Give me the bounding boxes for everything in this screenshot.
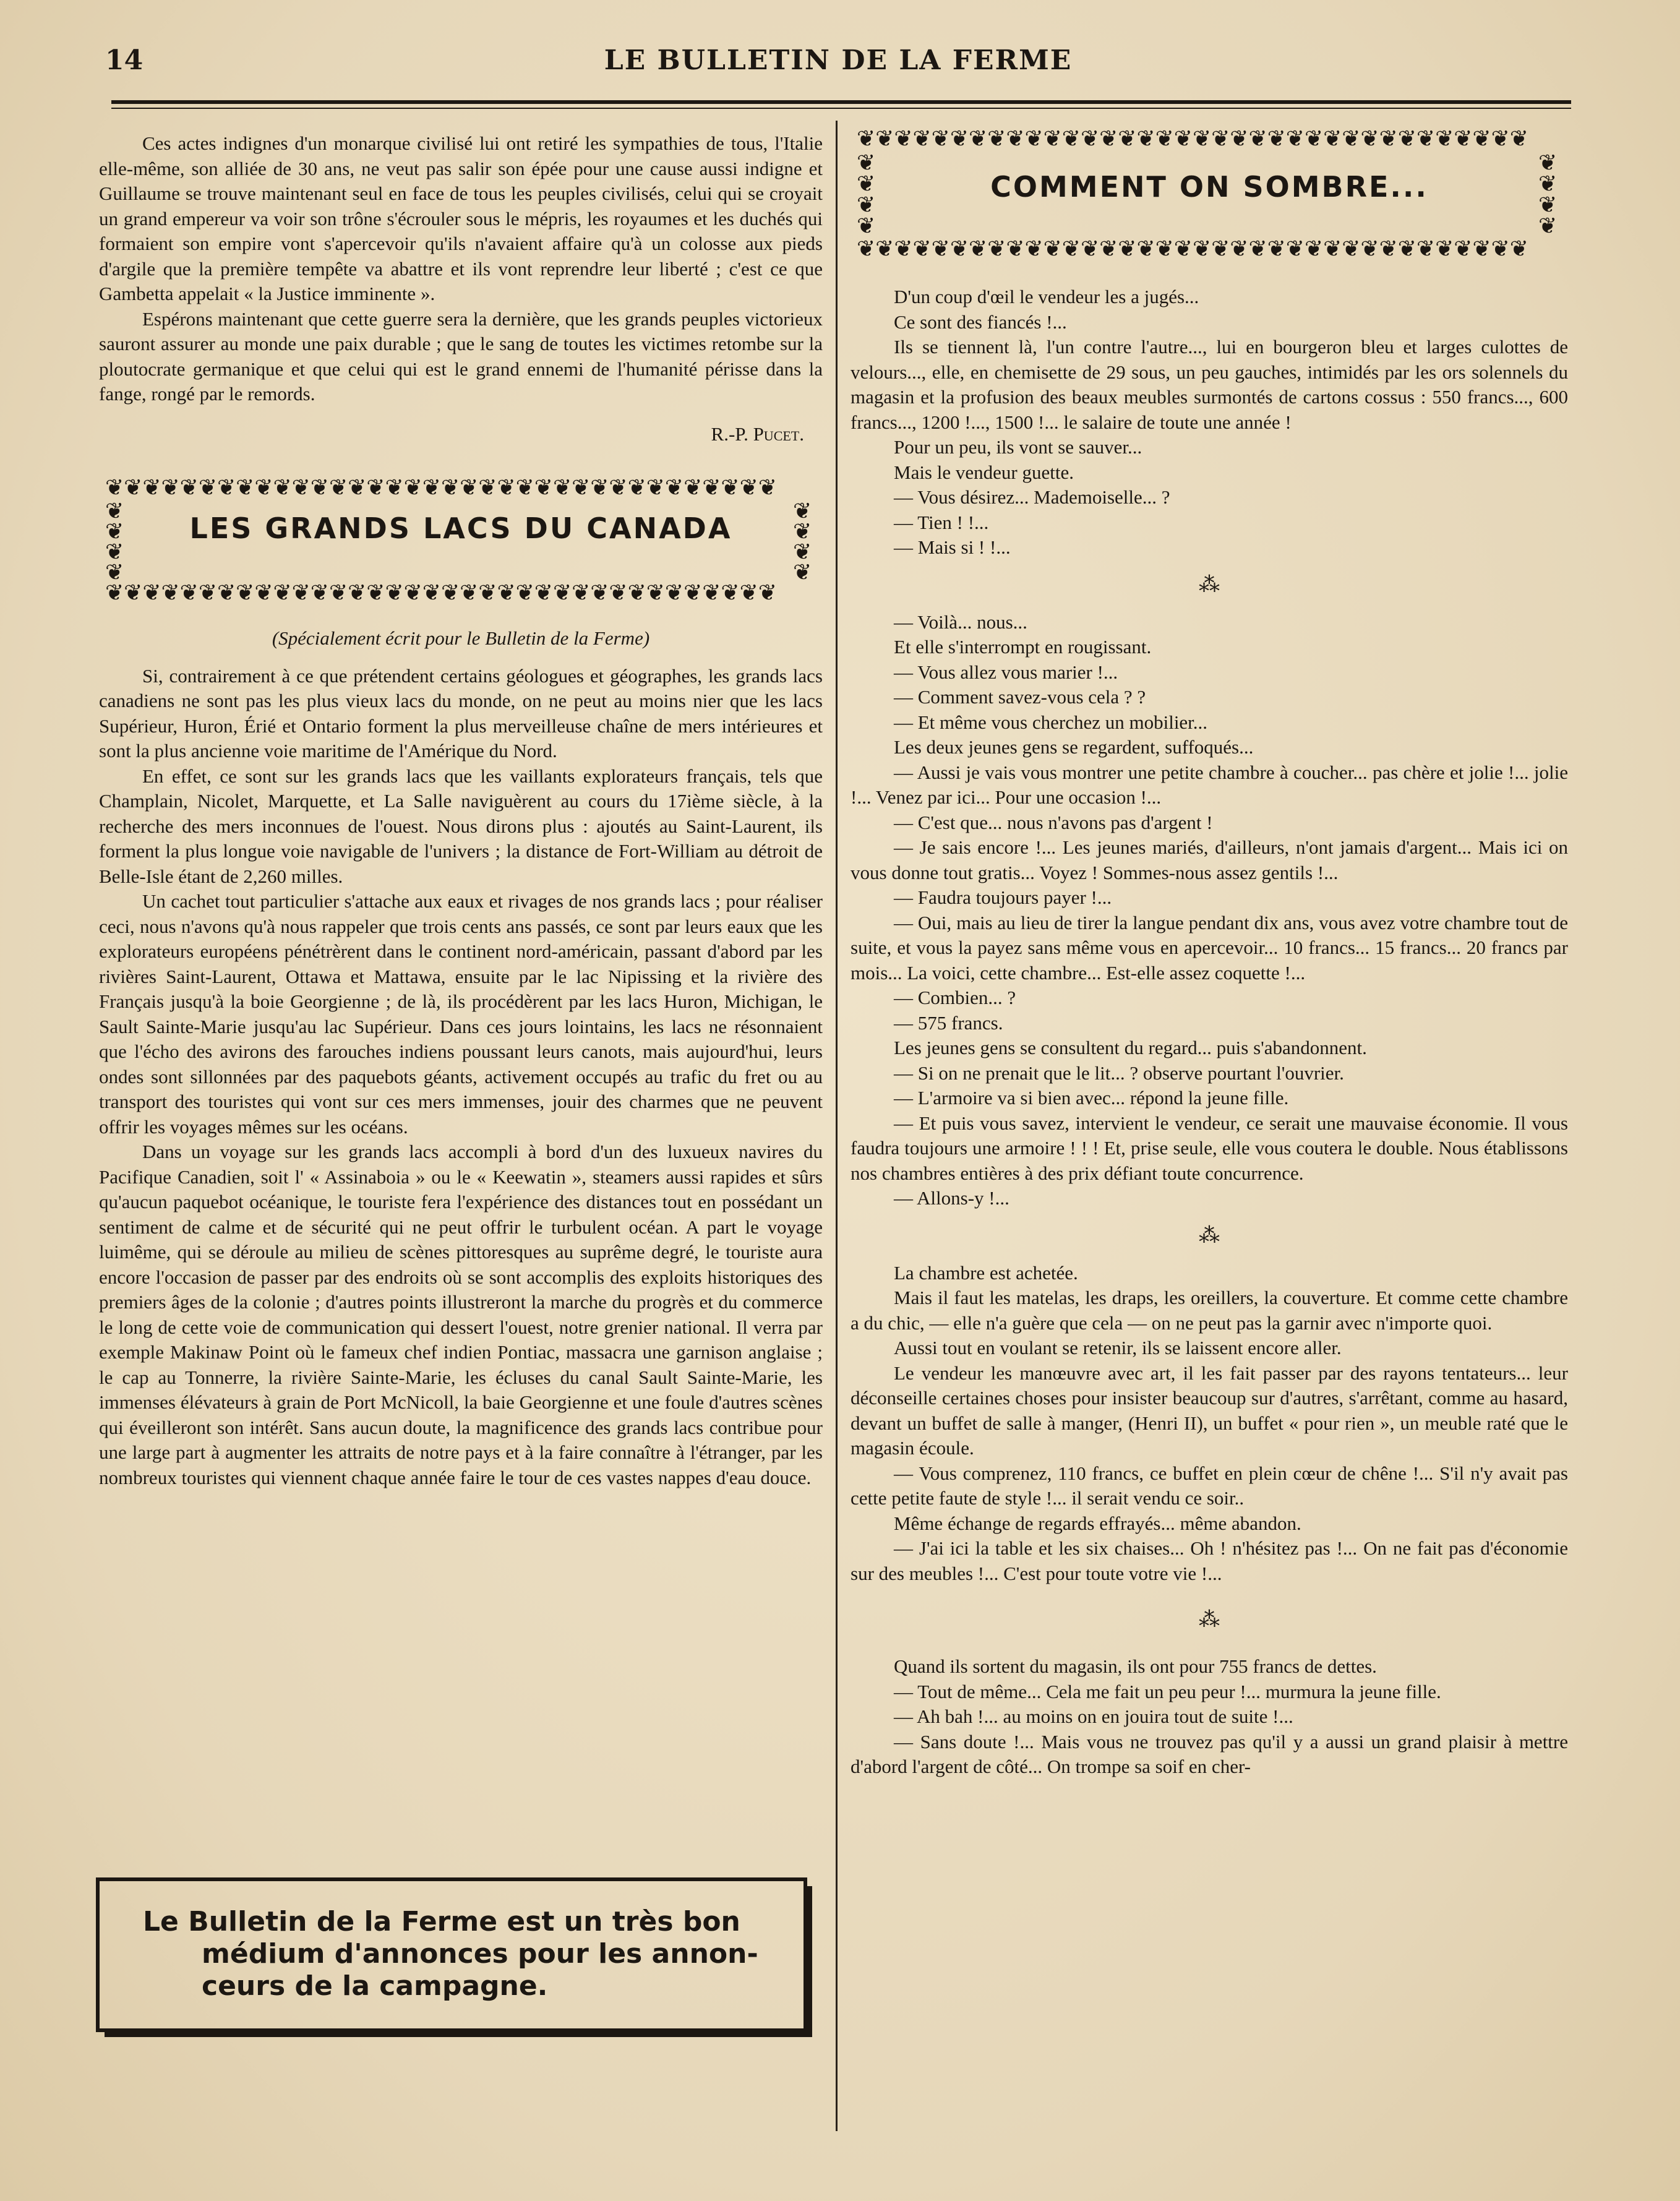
paragraph: La chambre est achetée. [894,1261,1078,1284]
paragraph: Quand ils sortent du magasin, ils ont pour 755 francs de dettes. [894,1655,1377,1677]
fleur-border-bottom: ❦❦❦❦❦❦❦❦❦❦❦❦❦❦❦❦❦❦❦❦❦❦❦❦❦❦❦❦❦❦❦❦❦❦❦❦ [105,581,777,604]
paragraph: Espérons maintenant que cette guerre sera la dernière, que les grands peuples victorieux sauront assurer au monde une paix durable ; que le sang de toutes les victimes retombe sur la ploutocrate germanique et que celui qui est le grand ennemi de l'humanité périsse dans la fange, rongé par le remords. [99,307,823,405]
paragraph: — Combien... ? [894,987,1016,1008]
header-rule-thin [111,108,1571,109]
fleur-border-top: ❦❦❦❦❦❦❦❦❦❦❦❦❦❦❦❦❦❦❦❦❦❦❦❦❦❦❦❦❦❦❦❦❦❦❦❦ [105,476,777,499]
journal-title: LE BULLETIN DE LA FERME [604,45,1073,76]
story-section-2 [851,610,1568,1211]
paragraph: — Et puis vous savez, intervient le vendeur, ce serait une mauvaise économie. Il vous faudra toujours une armoire ! ! ! Et, prise seule, elle vous coutera le double. Nous établissons nos chambres entières à des prix défiant toute concurrence. [851,1112,1568,1184]
author-signature: R.-P. Pucet. [711,423,804,445]
asterism-1: ⁂ [1199,573,1220,596]
article-title-comment-on-sombre: COMMENT ON SOMBRE... [990,170,1428,204]
advertisement-line-3: ceurs de la campagne. [202,1970,548,2002]
paragraph: Mais le vendeur guette. [894,461,1074,483]
paragraph: Les jeunes gens se consultent du regard... puis s'abandonnent. [894,1037,1367,1058]
paragraph: Ces actes indignes d'un monarque civilisé lui ont retiré les sympathies de tous, l'Italie elle-même, son alliée de 30 ans, ne veut pas salir son épée pour une cause aussi indigne et Guillaume se trouve maintenant seul en face de tous les peuples civilisés, celui qui se croyait un grand empereur va voir son trône s'écrouler sous le mépris, les royaumes et les duchés qui formaient son empire vont s'apercevoir qu'ils n'avaient affaire qu'à un colosse aux pieds d'argile que la première tempête va abattre et ils vont reprendre leur liberté ; c'est ce que Gambetta appelait « la Justice imminente ». [99,132,823,304]
paragraph: En effet, ce sont sur les grands lacs que les vaillants explorateurs français, tels que Champlain, Nicolet, Marquette, et La Salle naviguèrent au cours du 17ième siècle, à la recherche des mers inconnues de l'ouest. Nous dirons plus : ajoutés au Saint-Laurent, ils forment la plus longue voie navigable de l'univers ; la distance de Fort-William au détroit de Belle-Isle étant de 2,260 milles. [99,765,823,887]
paragraph: — Aussi je vais vous montrer une petite chambre à coucher... pas chère et jolie !... jolie !... Venez par ici... Pour une occasion !... [851,761,1568,808]
paragraph: — Si on ne prenait que le lit... ? observe pourtant l'ouvrier. [894,1062,1344,1084]
advertisement-line-1: Le Bulletin de la Ferme est un très bon [143,1906,740,1937]
paragraph: Aussi tout en voulant se retenir, ils se laissent encore aller. [894,1337,1342,1358]
paragraph: — Ah bah !... au moins on en jouira tout de suite !... [894,1705,1293,1727]
advertisement-text [143,1906,761,2002]
paragraph: — Faudra toujours payer !... [894,886,1112,908]
paragraph: Le vendeur les manœuvre avec art, il les fait passer par des rayons tentateurs... leur déconseille certaines choses pour insister beaucoup sur d'autres, s'arrêtant, comme au hasard, devant un buffet de salle à manger, (Henri II), un buffet « pour rien », un meuble raté que le magasin écoule. [851,1362,1568,1459]
paragraph: — C'est que... nous n'avons pas d'argent ! [894,811,1213,833]
paragraph: Pour un peu, ils vont se sauver... [894,436,1142,458]
paragraph: — Tout de même... Cela me fait un peu peur !... murmura la jeune fille. [894,1680,1441,1702]
story-section-1 [851,285,1568,560]
paragraph: Si, contrairement à ce que prétendent certains géologues et géographes, les grands lacs canadiens ne sont pas les plus vieux lacs du monde, on ne peut au moins nier que les lacs Supérieur, Huron, Érié et Ontario forment la plus merveilleuse chaîne de mers intérieures et sont la plus ancienne voie maritime de l'Amérique du Nord. [99,664,823,762]
article-body-grands-lacs [99,664,823,1491]
paragraph: Mais il faut les matelas, les draps, les oreillers, la couverture. Et comme cette chambre a du chic, — elle n'a guère que cela — on ne peut pas la garnir avec n'importe quoi. [851,1287,1568,1334]
paragraph: — Voilà... nous... [894,611,1027,633]
left-column [99,131,823,1490]
paragraph: — Tien ! !... [894,511,989,533]
page-header [105,38,1571,88]
intro-text [99,131,823,407]
paragraph: — Vous allez vous marier !... [894,661,1118,683]
paragraph: Et elle s'interrompt en rougissant. [894,636,1152,658]
fleur-border-right: ❦ ❦ ❦ ❦ [1538,152,1558,236]
advertisement-line-2: médium d'annonces pour les annon- [202,1938,758,1970]
paragraph: — Allons-y !... [894,1187,1009,1209]
paragraph: — Vous désirez... Mademoiselle... ? [894,486,1170,508]
paragraph: — Sans doute !... Mais vous ne trouvez pas qu'il y a aussi un grand plaisir à mettre d'abord l'argent de côté... On trompe sa soif en cher- [851,1730,1568,1777]
paragraph: Un cachet tout particulier s'attache aux eaux et rivages de nos grands lacs ; pour réaliser ceci, nous n'avons qu'à nous rappeler que trois cents ans passés, ce sont par leurs eaux que les explorateurs européens pénétrèrent dans le continent nord-américain, passant d'abord par les rivières Saint-Laurent, Ottawa et Mattawa, ensuite par le lac Nipissing et la rivière des Français jusqu'à la boie Georgienne ; de là, ils procédèrent par les lacs Huron, Michigan, le Sault Sainte-Marie jusqu'au lac Supérieur. Dans ces jours lointains, les lacs ne résonnaient que l'écho des avirons des farouches indiens poussant leurs canots, mais aujourd'hui, leurs ondes sont sillonnées par des paquebots géants, activement occupés au trafic du fret ou au transport des touristes qui vont sur ces mers immenses, jouir des charmes que ne peuvent offrir les voyages mêmes sur les océans. [99,890,823,1138]
article-subtitle: (Spécialement écrit pour le Bulletin de la Ferme) [272,627,650,649]
paragraph: — L'armoire va si bien avec... répond la jeune fille. [894,1087,1289,1109]
paragraph: Ils se tiennent là, l'un contre l'autre..., lui en bourgeron bleu et larges culottes de velours..., elle, en chemisette de 29 sous, un peu gauches, intimidés par les ors solennels du magasin et la profusion des beaux meubles surmontés de cartons cossus : 550 francs..., 600 francs..., 1200 !..., 1500 !... le salaire de toute une année ! [851,336,1568,433]
fleur-border-left: ❦ ❦ ❦ ❦ [857,152,876,236]
paragraph: — 575 francs. [894,1011,1003,1034]
fleur-border-bottom: ❦❦❦❦❦❦❦❦❦❦❦❦❦❦❦❦❦❦❦❦❦❦❦❦❦❦❦❦❦❦❦❦❦❦❦❦ [857,238,1528,260]
asterism-2: ⁂ [1199,1224,1220,1247]
paragraph: — Mais si ! !... [894,536,1011,558]
paragraph: — Oui, mais au lieu de tirer la langue pendant dix ans, vous avez votre chambre tout de suite, et vous la payez sans même vous en apercevoir... 10 francs... 15 francs... 20 francs par mois... La voici, cette chambre... Est-elle assez coquette !... [851,911,1568,984]
right-column [851,127,1568,1780]
article-title-grands-lacs: LES GRANDS LACS DU CANADA [189,512,732,545]
paragraph: Ce sont des fiancés !... [894,311,1067,333]
title-frame-comment-on-sombre [851,127,1568,270]
paragraph: Dans un voyage sur les grands lacs accompli à bord d'un des luxueux navires du Pacifique Canadien, soit l' « Assinaboia » ou le « Keewatin », steamers aussi rapides et sûrs qu'aucun paquebot océanique, le touriste fera l'expérience des distances tout en possédant un sentiment de calme et de sécurité qui ne peut offrir le turbulent océan. A part le voyage luimême, qui se déroule au milieu de scènes pittoresques au suprême degré, le touriste aura encore l'occasion de passer par des endroits où se sont accomplis des exploits historiques des premiers âges de la colonie ; d'autres points illustreront la marche du progrès et du commerce le long de cette voie de communication qui dessert l'ouest, notre grenier national. Il verra par exemple Makinaw Point où le fameux chef indien Pontiac, massacra une garnison anglaise ; le cap au Tonnerre, la rivière Sainte-Marie, les écluses du canal Sault Sainte-Marie, les immenses élévateurs à grain de Port McNicoll, la baie Georgienne et une foule d'autres scènes qui éveilleront son intérêt. Sans aucun doute, la magnificence des grands lacs contribue pour une large part à augmenter les attraits de notre pays et à la faire connaître à l'étranger, par les nombreux touristes qui viennent chaque année faire le tour de ces vastes nappes d'eau douce. [99,1141,823,1488]
paragraph: — Comment savez-vous cela ? ? [894,686,1146,708]
paragraph: — J'ai ici la table et les six chaises... Oh ! n'hésitez pas !... On ne fait pas d'économie sur des meubles !... C'est pour toute votre vie !... [851,1537,1568,1584]
story-section-3 [851,1261,1568,1587]
paragraph: — Vous comprenez, 110 francs, ce buffet en plein cœur de chêne !... S'il n'y avait pas cette petite faute de style !... il serait vendu ce soir.. [851,1462,1568,1509]
asterism-3: ⁂ [1199,1608,1220,1631]
paragraph: Les deux jeunes gens se regardent, suffoqués... [894,736,1254,758]
paragraph: — Je sais encore !... Les jeunes mariés, d'ailleurs, n'ont jamais d'argent... Mais ici on vous donne tout gratis... Voyez ! Sommes-nous assez gentils !... [851,836,1568,883]
advertisement-box [96,1877,807,2032]
fleur-border-right: ❦ ❦ ❦ ❦ [793,501,812,583]
column-divider [836,121,838,2131]
page-number: 14 [105,45,144,76]
paragraph: — Et même vous cherchez un mobilier... [894,711,1208,733]
story-section-4 [851,1654,1568,1780]
header-rule-thick [111,100,1571,104]
paragraph: D'un coup d'œil le vendeur les a jugés... [894,286,1199,307]
title-frame-grands-lacs [99,465,823,620]
fleur-border-top: ❦❦❦❦❦❦❦❦❦❦❦❦❦❦❦❦❦❦❦❦❦❦❦❦❦❦❦❦❦❦❦❦❦❦❦❦ [857,127,1528,150]
paragraph: Même échange de regards effrayés... même abandon. [894,1512,1301,1534]
fleur-border-left: ❦ ❦ ❦ ❦ [105,501,124,583]
